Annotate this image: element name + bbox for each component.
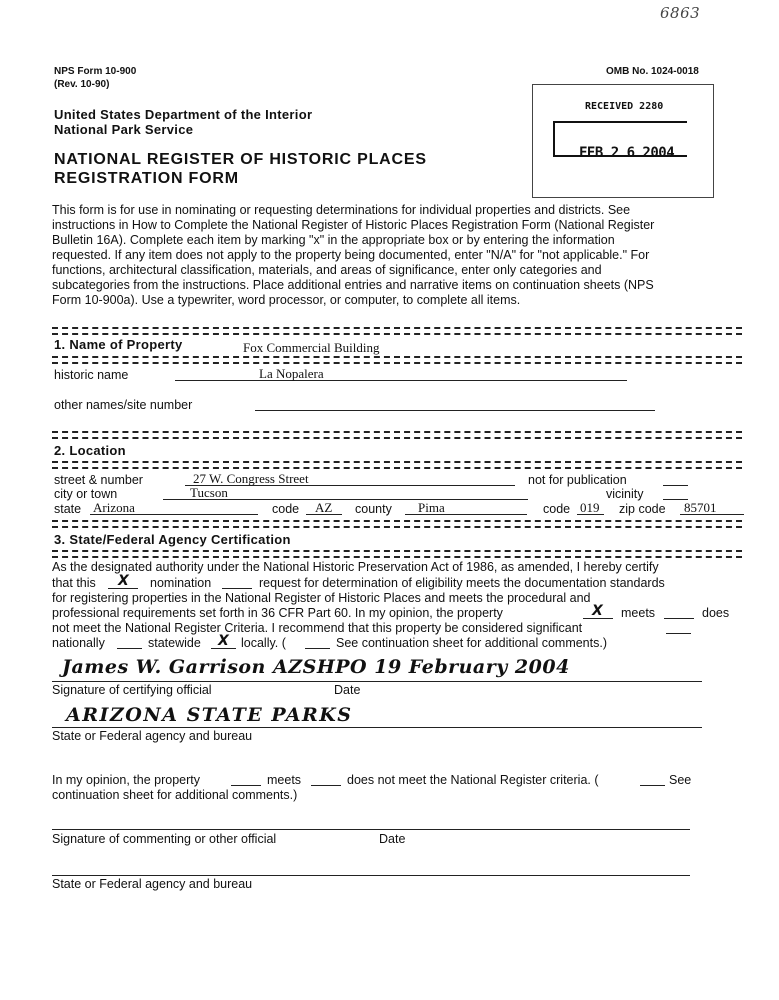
- county-value: Pima: [418, 500, 445, 515]
- city-label: city or town: [54, 487, 118, 501]
- department-name: United States Department of the Interior: [54, 107, 313, 122]
- instructions-line: Bulletin 16A). Complete each item by marking "x" in the appropriate box or by entering the information: [52, 233, 615, 247]
- nomination-mark: X: [118, 573, 129, 589]
- property-name-value: Fox Commercial Building: [243, 340, 380, 355]
- form-title-line2: REGISTRATION FORM: [54, 170, 239, 187]
- received-stamp-label: RECEIVED 2280: [585, 101, 664, 112]
- opinion-line-see: See: [669, 773, 692, 787]
- meets-mark: X: [592, 603, 603, 619]
- received-stamp-date: FEB 2 6 2004: [579, 145, 675, 161]
- commenting-date-label: Date: [379, 832, 406, 846]
- form-title-line1: NATIONAL REGISTER OF HISTORIC PLACES: [54, 151, 427, 168]
- section-divider: [52, 327, 742, 335]
- cert-line-request: request for determination of eligibility meets the documentation standards: [259, 576, 665, 590]
- other-names-field[interactable]: [255, 396, 655, 411]
- agency-label: State or Federal agency and bureau: [52, 729, 253, 743]
- omb-number: OMB No. 1024-0018: [606, 66, 699, 77]
- other-names-label: other names/site number: [54, 398, 193, 412]
- county-label: county: [355, 502, 392, 516]
- form-number: NPS Form 10-900: [54, 66, 137, 77]
- instructions-line: instructions in How to Complete the National Register of Historic Places Registration Form (National Register: [52, 218, 655, 232]
- does-not-meet-checkbox[interactable]: [664, 604, 694, 619]
- section-divider: [52, 356, 742, 364]
- cert-line-nomination: nomination: [150, 576, 212, 590]
- commenting-signature-line[interactable]: [52, 815, 690, 830]
- cert-line-does: does: [702, 606, 730, 620]
- signature-label: Signature of certifying official: [52, 683, 212, 697]
- zip-value: 85701: [684, 500, 717, 515]
- cert-line-nationally: nationally: [52, 636, 105, 650]
- street-value: 27 W. Congress Street: [193, 471, 309, 486]
- cert-line-meets: meets: [621, 606, 656, 620]
- cert-line-significant: not meet the National Register Criteria. I recommend that this property be considered significant: [52, 621, 583, 635]
- section-1-heading: 1. Name of Property: [54, 337, 183, 352]
- opinion-line-2: continuation sheet for additional comments.): [52, 788, 298, 802]
- historic-name-value: La Nopalera: [259, 366, 324, 381]
- opinion-meets-checkbox[interactable]: [231, 771, 261, 786]
- not-for-publication-field[interactable]: [663, 471, 688, 486]
- instructions-line: requested. If any item does not apply to the property being documented, enter "N/A" for "not applicable." For: [52, 248, 650, 262]
- instructions-line: functions, architectural classification, materials, and areas of significance, enter only categories and: [52, 263, 602, 277]
- zip-label: zip code: [619, 502, 666, 516]
- state-code-value: AZ: [315, 500, 333, 515]
- cert-line-continuation: See continuation sheet for additional comments.): [336, 636, 607, 650]
- opinion-line-does-not-meet: does not meet the National Register criteria. (: [347, 773, 599, 787]
- section-2-heading: 2. Location: [54, 443, 126, 458]
- section-divider: [52, 431, 742, 439]
- state-label: state: [54, 502, 82, 516]
- continuation-checkbox[interactable]: [305, 634, 330, 649]
- agency-handwritten: ARIZONA STATE PARKS: [66, 704, 353, 726]
- city-value: Tucson: [190, 485, 228, 500]
- instructions-line: Form 10-900a). Use a typewriter, word processor, or computer, to complete all items.: [52, 293, 521, 307]
- state-value: Arizona: [93, 500, 135, 515]
- instructions-line: This form is for use in nominating or requesting determinations for individual properties and districts. See: [52, 203, 631, 217]
- vicinity-label: vicinity: [606, 487, 644, 501]
- vicinity-field[interactable]: [663, 485, 688, 500]
- cert-line-property: professional requirements set forth in 36 CFR Part 60. In my opinion, the property: [52, 606, 503, 620]
- county-code-label: code: [543, 502, 571, 516]
- section-divider: [52, 550, 742, 558]
- instructions-line: subcategories from the instructions. Place additional entries and narrative items on continuation sheets (NPS: [52, 278, 654, 292]
- state-code-label: code: [272, 502, 300, 516]
- section-divider: [52, 520, 742, 528]
- nationally-checkbox[interactable]: [117, 634, 142, 649]
- form-revision: (Rev. 10-90): [54, 79, 110, 90]
- county-code-value: 019: [580, 500, 600, 515]
- street-label: street & number: [54, 473, 143, 487]
- section-3-heading: 3. State/Federal Agency Certification: [54, 532, 291, 547]
- opinion-line-a: In my opinion, the property: [52, 773, 200, 787]
- section-divider: [52, 461, 742, 469]
- agency2-label: State or Federal agency and bureau: [52, 877, 253, 891]
- commenting-signature-label: Signature of commenting or other official: [52, 832, 277, 846]
- certifying-signature: James W. Garrison AZSHPO 19 February 2004: [62, 656, 570, 678]
- opinion-does-not-meet-checkbox[interactable]: [311, 771, 341, 786]
- significance-field[interactable]: [666, 619, 691, 634]
- historic-name-field[interactable]: [175, 366, 627, 381]
- signature-date-label: Date: [334, 683, 361, 697]
- not-for-publication-label: not for publication: [528, 473, 627, 487]
- cert-line-statewide: statewide: [148, 636, 201, 650]
- opinion-line-meets: meets: [267, 773, 302, 787]
- signature-line[interactable]: [52, 667, 702, 682]
- request-checkbox[interactable]: [222, 574, 252, 589]
- cert-line-locally: locally. (: [241, 636, 286, 650]
- received-stamp: [532, 84, 714, 198]
- instructions-paragraph: [52, 203, 742, 308]
- corner-handwritten-mark: 6863: [660, 4, 701, 22]
- historic-name-label: historic name: [54, 368, 129, 382]
- agency-line[interactable]: [52, 713, 702, 728]
- cert-line-that-this: that this: [52, 576, 96, 590]
- service-name: National Park Service: [54, 122, 194, 137]
- cert-line: As the designated authority under the National Historic Preservation Act of 1986, as amended, I hereby certify: [52, 560, 659, 574]
- opinion-continuation-checkbox[interactable]: [640, 771, 665, 786]
- cert-line: for registering properties in the National Register of Historic Places and meets the procedural and: [52, 591, 591, 605]
- locally-mark: X: [218, 633, 229, 649]
- agency2-line[interactable]: [52, 861, 690, 876]
